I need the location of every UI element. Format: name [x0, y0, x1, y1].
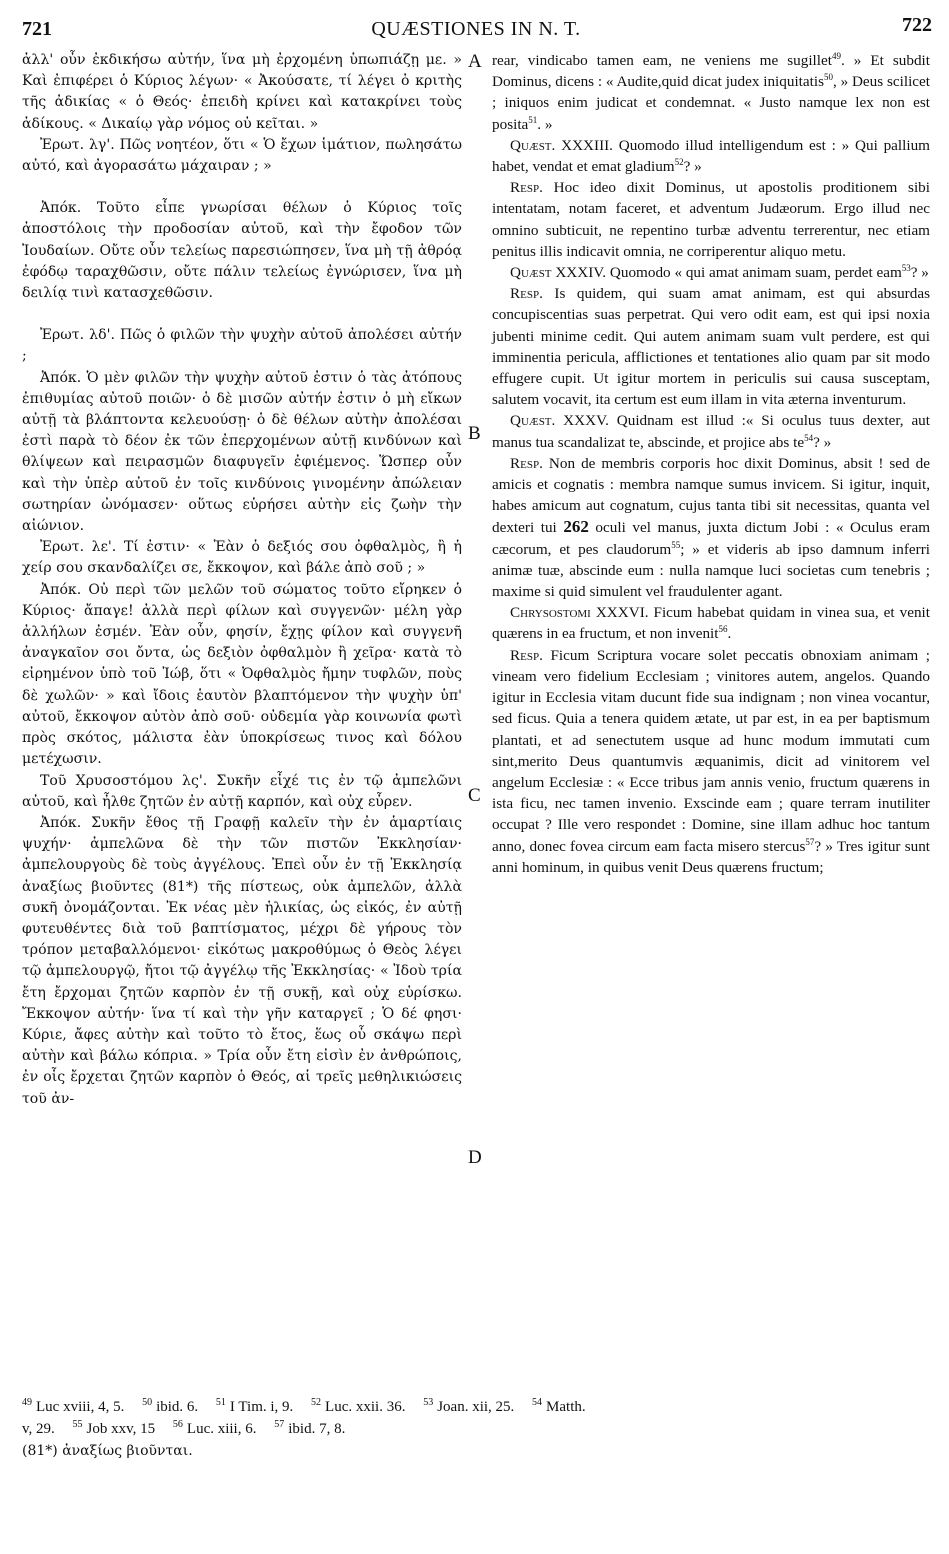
page-number-left: 721: [22, 18, 52, 40]
footnote-line-2: [22, 1418, 930, 1440]
latin-question-36: Chrysostomi XXXVI. Ficum habebat quidam in vinea sua, et venit quærens in ea fructum, et non invenit$^{56}$.: [492, 604, 930, 643]
footnote-53: $^{53}$ Joan. xii, 25.: [423, 1397, 515, 1415]
latin-answer-35: Resp. Non de membris corporis hoc dixit Dominus, absit ! sed de amicis et cognatis : membra namque sumus invicem. Si igitur, inquit, habes amicum aut cognatum, cujus tanta tibi sit necessitas, quanta vel dexteri tui 262 oculi vel manus, juxta dictum Jobi : « Oculus eram cæcorum, et pes claudorum$^{55}$; » et videris ab ipso damnum inferri animæ tuæ, abscinde eum : nulla namque luci societas cum tenebris ; maxime si quid simulent vel fraudulenter agant.: [492, 454, 931, 601]
page-number-right: 722: [902, 14, 932, 36]
margin-marker-c: C: [468, 785, 481, 806]
margin-marker-d: D: [468, 1147, 482, 1168]
margin-marker-a: A: [468, 51, 482, 72]
greek-answer-35: Ἀπόκ. Οὐ περὶ τῶν μελῶν τοῦ σώματος τοῦτο εἴρηκεν ὁ Κύριος· ἄπαγε! ἀλλὰ περὶ φίλων καὶ συγγενῶν· μέλη γὰρ ἀλλήλων ἐσμέν. Ἐὰν οὖν, φησίν, ἔχῃς φίλον καὶ συγγενῆ ἀναγκαῖον σοι ὄντα, ὡς δεξιὸν ὀφθαλμὸν ἢ χεῖρα· κατὰ τὸ εἰρημένον ὑπὸ τοῦ Ἰώβ, ὅτι « Ὀφθαλμὸς ἤμην τυφλῶν, ποὺς δὲ χωλῶν· » καὶ ἴδοις ἑαυτὸν βλαπτόμενον τὴν ψυχὴν ὑπ' αὐτοῦ, ἔκκοψον αὐτὸν ἀπὸ σοῦ· οὐδεμία γὰρ κοινωνία φωτὶ πρὸς σκότος, μάλιστα ἐὰν ὑποκρίσεως τινος καὶ δόλου μετέχωσιν.: [22, 581, 462, 768]
footnote-54: $^{54}$ Matth.: [532, 1397, 586, 1415]
greek-question-34: Ἐρωτ. λδ'. Πῶς ὁ φιλῶν τὴν ψυχὴν αὐτοῦ ἀπολέσει αὐτήν ;: [22, 327, 462, 365]
greek-answer-36: Ἀπόκ. Συκῆν ἔθος τῇ Γραφῇ καλεῖν τὴν ἐν ἁμαρτίαις ψυχήν· ἀμπελῶνα δὲ τὴν τῶν πιστῶν Ἐκκλησίαν· ἀμπελουργοὺς δὲ τοὺς ἀγγέλους. Ἐπεὶ οὖν ἐν τῇ Ἐκκλησίᾳ ἀναξίως βιοῦντες (81*) τῆς πίστεως, οὐκ ἀμπελῶν, ἀλλὰ συκῆ ὀνομάζονται. Ἐκ νέας μὲν ἡλικίας, ὡς εἰκός, ἐν αὐτῇ φυτευθέντες διὰ τοῦ βαπτίσματος, μέχρι δὲ γήρους τὸν τρόπον μεταβαλλόμενοι· εἰκότως μακροθύμως ὁ Θεὸς λέγει τῷ ἀμπελουργῷ, ἤτοι τῷ ἀγγέλῳ τῆς Ἐκκλησίας· « Ἰδοὺ τρία ἔτη ἔρχομαι ζητῶν καρπὸν ἐν τῇ συκῇ, καὶ οὐχ εὑρίσκω. Ἔκκοψον αὐτήν· ἵνα τί καὶ τὴν γῆν καταργεῖ ; Ὁ δέ φησι· Κύριε, ἄφες αὐτὴν καὶ τοῦτο τὸ ἔτος, ἕως οὗ σκάψω περὶ αὐτὴν καὶ βάλω κόπρια. » Τρία οὖν ἔτη εἰσὶν ἐν ἀνθρώποις, ἐν οἷς ἔρχεται ζητῶν καρπὸν ὁ Θεός, αἱ τρεῖς μεθηλικιώσεις τοῦ ἀν-: [22, 814, 462, 1107]
greek-answer-34: Ἀπόκ. Ὁ μὲν φιλῶν τὴν ψυχὴν αὐτοῦ ἐστιν ὁ τὰς ἀτόπους ἐπιθυμίας αὐτοῦ ποιῶν· ὁ δὲ μισῶν αὐτήν ἐστιν ὁ μὴ εἴκων αὐτῇ τὰ βλάπτοντα κελευούσῃ· ὁ δὲ θέλων αὐτὴν ἀπολέσαι ἐστὶ παρὰ τὸ δέον ἐκ τῶν ἐπερχομένων αὐτῇ κινδύνων καὶ θλίψεων καὶ πειρασμῶν διαφυγεῖν ἐφιέμενος. Ὥσπερ οὖν καὶ τὴν ὑπὲρ αὐτοῦ ἐν τοῖς κινδύνοις γινομένην ἀπώλειαν σωτηρίαν ὠνόμασεν· οὕτως εὑρήσει αὐτὴν εἰς ζωὴν τὴν αἰώνιον.: [22, 369, 462, 535]
margin-marker-b: B: [468, 423, 481, 444]
latin-answer-34: Resp. Is quidem, qui suam amat animam, est qui absurdas concupiscentias suas perpetrat. Qui vero odit eam, est qui ipsi noxia jubenti minime cedit. Qui autem animam suam vult perdere, est qui imminentia pericula, afflictiones et tentationes alio quam par sit modo effugere cupit. Ut igitur mortem in periculis sui causa susceptam, salutem vocavit, ita certum est eum illam in vita æterna inventurum.: [492, 285, 930, 409]
footnote-54-cont: v, 29.: [22, 1421, 55, 1437]
footnote-55: $^{55}$ Job xxv, 15: [72, 1419, 156, 1437]
footnotes: [22, 1396, 930, 1462]
latin-question-35: Quæst. XXXV. Quidnam est illud :« Si oculus tuus dexter, aut manus tua scandalizat te, abscinde, et projice abs te$^{54}$? »: [492, 412, 930, 451]
latin-answer-33: Resp. Hoc ideo dixit Dominus, ut apostolis proditionem sibi intentatam, notam faceret, et adventum Judæorum. Ergo illud nec omnino subticuit, ne repentino turbæ adventu terrerentur, nec etiam penitus illis indicavit omnia, ne corriperentur aliquo metu.: [492, 179, 930, 260]
latin-paragraph: rear, vindicabo tamen eam, ne veniens me sugillet$^{49}$. » Et subdit Dominus, dicens : « Audite,quid dicat judex iniquitatis$^{50}$, » Deus scilicet ; iniquos enim judicat et condemnat. « Justo namque lex non est posita$^{51}$. »: [492, 50, 930, 133]
footnote-81: (81*) ἀναξίως βιοῦνται.: [22, 1443, 193, 1459]
greek-answer-33: Ἀπόκ. Τοῦτο εἶπε γνωρίσαι θέλων ὁ Κύριος τοῖς ἀποστόλοις τὴν προδοσίαν αὐτοῦ, καὶ τὴν ἔφοδον τῶν Ἰουδαίων. Οὔτε οὖν τελείως παρεσιώπησεν, ἵνα μὴ τῇ ἀθρόᾳ ἐφόδῳ ταραχθῶσιν, οὔτε πάλιν τελείως ἐγνώρισεν, ἵνα μὴ δειλίᾳ τινὶ κατασχεθῶσιν.: [22, 200, 462, 302]
latin-answer-36: Resp. Ficum Scriptura vocare solet peccatis obnoxiam animam ; vineam vero fidelium Ecclesiam ; vinitores autem, angelos. Quando igitur in Ecclesia vitam ducunt fide sua indignam ; non vinea vocantur, sed ficus. Quia a tenera quidem ætate, ut par est, in ea per baptismum plantati, et ad senectutem usque ad hunc modum immutati cum sint,merito Deus quantumvis æquanimis, dicit ad vinitorem vel angelum Ecclesiæ : « Ecce tribus jam annis venio, fructum quærens in ista ficu, nec tamen invenio. Exscinde eam ; quare terram inutiliter occupat ? Ille vero respondet : Domine, sine illam adhuc hoc tantum anno, donec fovea circum eam facta misero stercus$^{57}$? » Tres igitur sunt anni hominum, in quibus venit Deus quærens fructum;: [492, 646, 931, 876]
footnote-57: $^{57}$ ibid. 7, 8.: [274, 1419, 346, 1437]
greek-column: [22, 50, 462, 1110]
greek-question-36: Τοῦ Χρυσοστόμου λς'. Συκῆν εἶχέ τις ἐν τῷ ἀμπελῶνι αὐτοῦ, καὶ ἦλθε ζητῶν ἐν αὐτῇ καρπόν, καὶ οὐχ εὗρεν.: [22, 772, 462, 810]
footnote-56: $^{56}$ Luc. xiii, 6.: [172, 1419, 257, 1437]
footnote-52: $^{52}$ Luc. xxii. 36.: [311, 1397, 406, 1415]
footnote-51: $^{51}$ I Tim. i, 9.: [215, 1397, 294, 1415]
footnote-50: $^{50}$ ibid. 6.: [142, 1397, 199, 1415]
footnote-49: $^{49}$ Luc xviii, 4, 5.: [22, 1397, 125, 1415]
latin-question-34: Quæst XXXIV. Quomodo « qui amat animam suam, perdet eam$^{53}$? »: [510, 262, 929, 282]
latin-column: [492, 50, 930, 878]
latin-question-33: Quæst. XXXIII. Quomodo illud intelligendum est : » Qui pallium habet, vendat et emat gladium$^{52}$? »: [492, 136, 930, 176]
footnote-line-1: [22, 1396, 930, 1418]
greek-question-33: Ἐρωτ. λγ'. Πῶς νοητέον, ὅτι « Ὁ ἔχων ἱμάτιον, πωλησάτω αὐτό, καὶ ἀγορασάτω μάχαιραν ; »: [22, 136, 462, 175]
page-header: [20, 14, 932, 48]
greek-question-35: Ἐρωτ. λε'. Τί ἐστιν· « Ἐὰν ὁ δεξιός σου ὀφθαλμὸς, ἢ ἡ χείρ σου σκανδαλίζει σε, ἔκκοψον, καὶ βάλε ἀπὸ σοῦ ; »: [22, 539, 462, 577]
greek-paragraph: ἀλλ' οὖν ἐκδικήσω αὐτήν, ἵνα μὴ ἐρχομένη ὑπωπιάζῃ με. » Καὶ ἐπιφέρει ὁ Κύριος λέγων· « Ἀκούσατε, τί λέγει ὁ κριτὴς τῆς ἀδικίας « ὁ Θεός· ἐπειδὴ κρίνει καὶ κατακρίνει τοὺς ἀδίκους. « Δικαίῳ γὰρ νόμος οὐ κεῖται. »: [22, 52, 462, 132]
running-title: QUÆSTIONES IN N. T.: [371, 18, 581, 40]
